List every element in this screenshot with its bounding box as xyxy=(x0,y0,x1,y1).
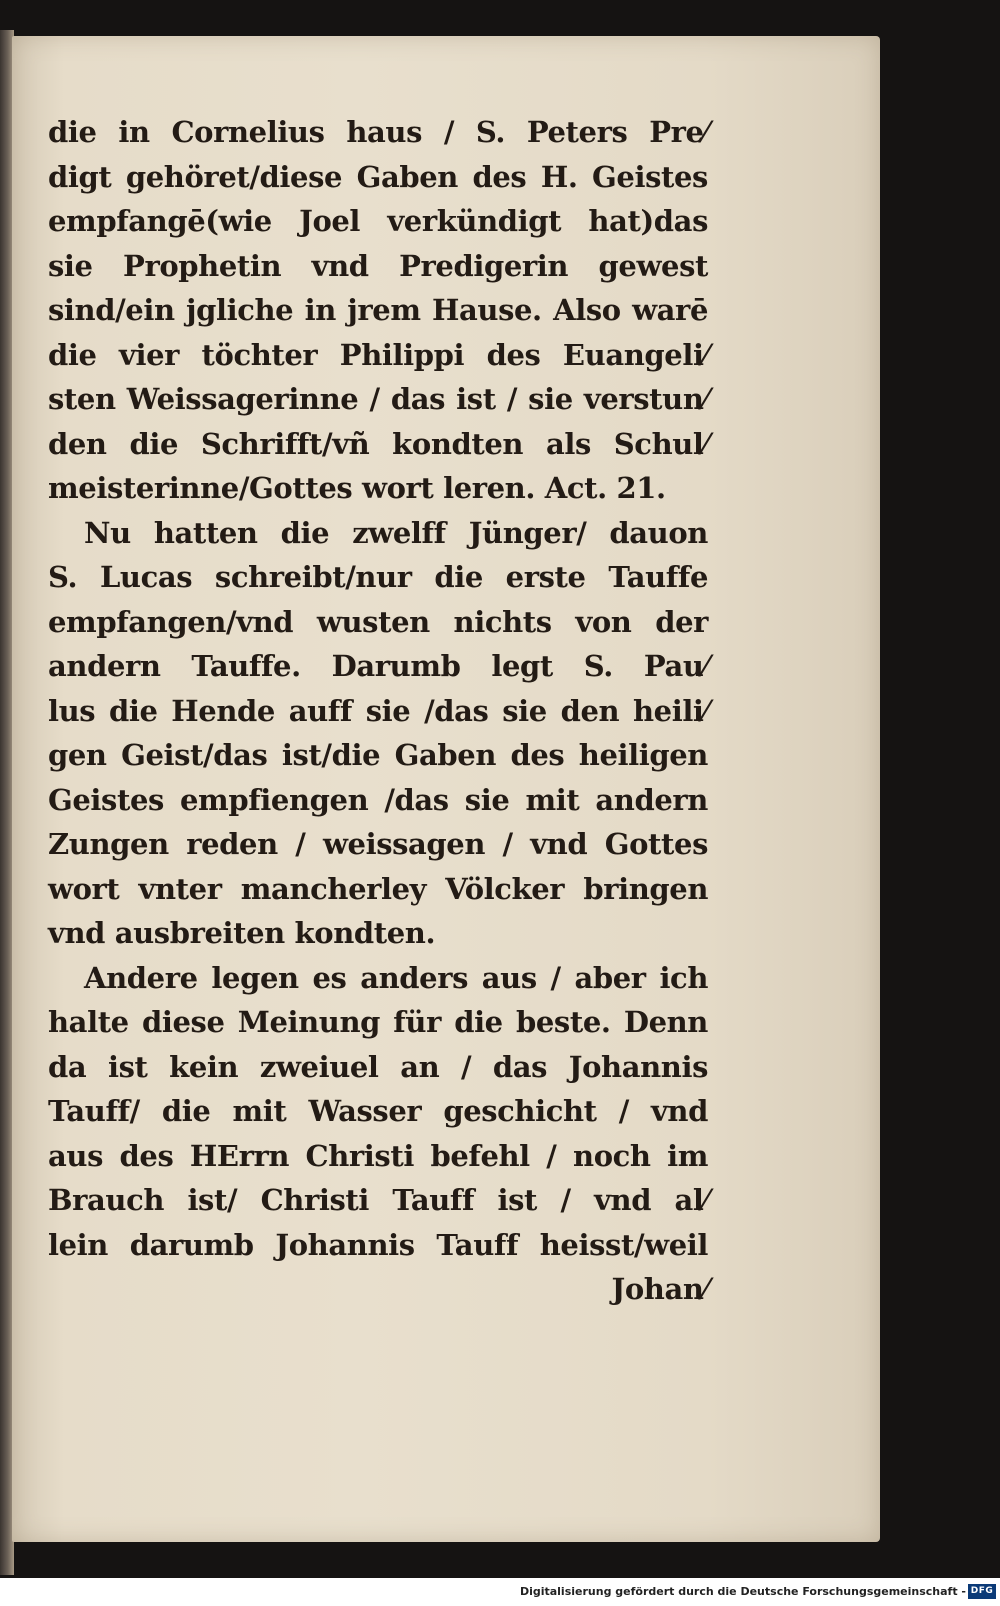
text-line: die in Cornelius haus / S. Peters Pre⁄ xyxy=(48,115,708,149)
text-line: den die Schrifft/vñ kondten als Schul⁄ xyxy=(48,426,708,461)
text-line: sie Prophetin vnd Predigerin gewest xyxy=(48,248,708,283)
text-line: S. Lucas schreibt/nur die erste Tauffe xyxy=(48,560,708,594)
text-line: empfangē(wie Joel verkündigt hat)das xyxy=(48,204,708,238)
text-line: lein darumb Johannis Tauff heisst/weil xyxy=(48,1227,708,1262)
text-line: Geistes empfiengen /das sie mit andern xyxy=(48,782,708,817)
book-page xyxy=(12,36,880,1542)
text-line: Tauff/ die mit Wasser geschicht / vnd xyxy=(48,1094,708,1128)
text-line: aus des HErrn Christi befehl / noch im xyxy=(48,1138,708,1173)
text-line: Brauch ist/ Christi Tauff ist / vnd al⁄ xyxy=(48,1183,708,1217)
footer-bar xyxy=(0,1578,1000,1606)
text-line: meisterinne/Gottes wort leren. Act. 21. xyxy=(48,471,666,505)
text-line: lus die Hende auff sie /das sie den heili⁄ xyxy=(48,693,708,728)
text-line: halte diese Meinung für die beste. Denn xyxy=(48,1005,708,1039)
text-line: da ist kein zweiuel an / das Johannis xyxy=(48,1049,708,1084)
paragraph-start-line: Andere legen es anders aus / aber ich xyxy=(84,960,708,995)
text-line: gen Geist/das ist/die Gaben des heiligen xyxy=(48,738,708,772)
dfg-logo: DFG xyxy=(968,1584,996,1599)
catchword: Johan⁄ xyxy=(611,1272,708,1306)
text-line: sten Weissagerinne / das ist / sie verstun⁄ xyxy=(48,382,708,416)
text-line: vnd ausbreiten kondten. xyxy=(48,916,436,950)
paragraph-start-line: Nu hatten die zwelff Jünger/ dauon xyxy=(84,515,708,550)
page-text-block xyxy=(48,110,708,1312)
text-line: Zungen reden / weissagen / vnd Gottes xyxy=(48,827,708,861)
text-line: andern Tauffe. Darumb legt S. Pau⁄ xyxy=(48,649,708,683)
text-line: sind/ein jgliche in jrem Hause. Also warē xyxy=(48,293,708,327)
text-line: empfangen/vnd wusten nichts von der xyxy=(48,604,708,639)
text-line: die vier töchter Philippi des Euangeli⁄ xyxy=(48,337,708,372)
text-line: wort vnter mancherley Völcker bringen xyxy=(48,871,708,906)
funding-credit: Digitalisierung gefördert durch die Deutsche Forschungsgemeinschaft - xyxy=(519,1585,966,1598)
text-line: digt gehöret/diese Gaben des H. Geistes xyxy=(48,159,708,194)
